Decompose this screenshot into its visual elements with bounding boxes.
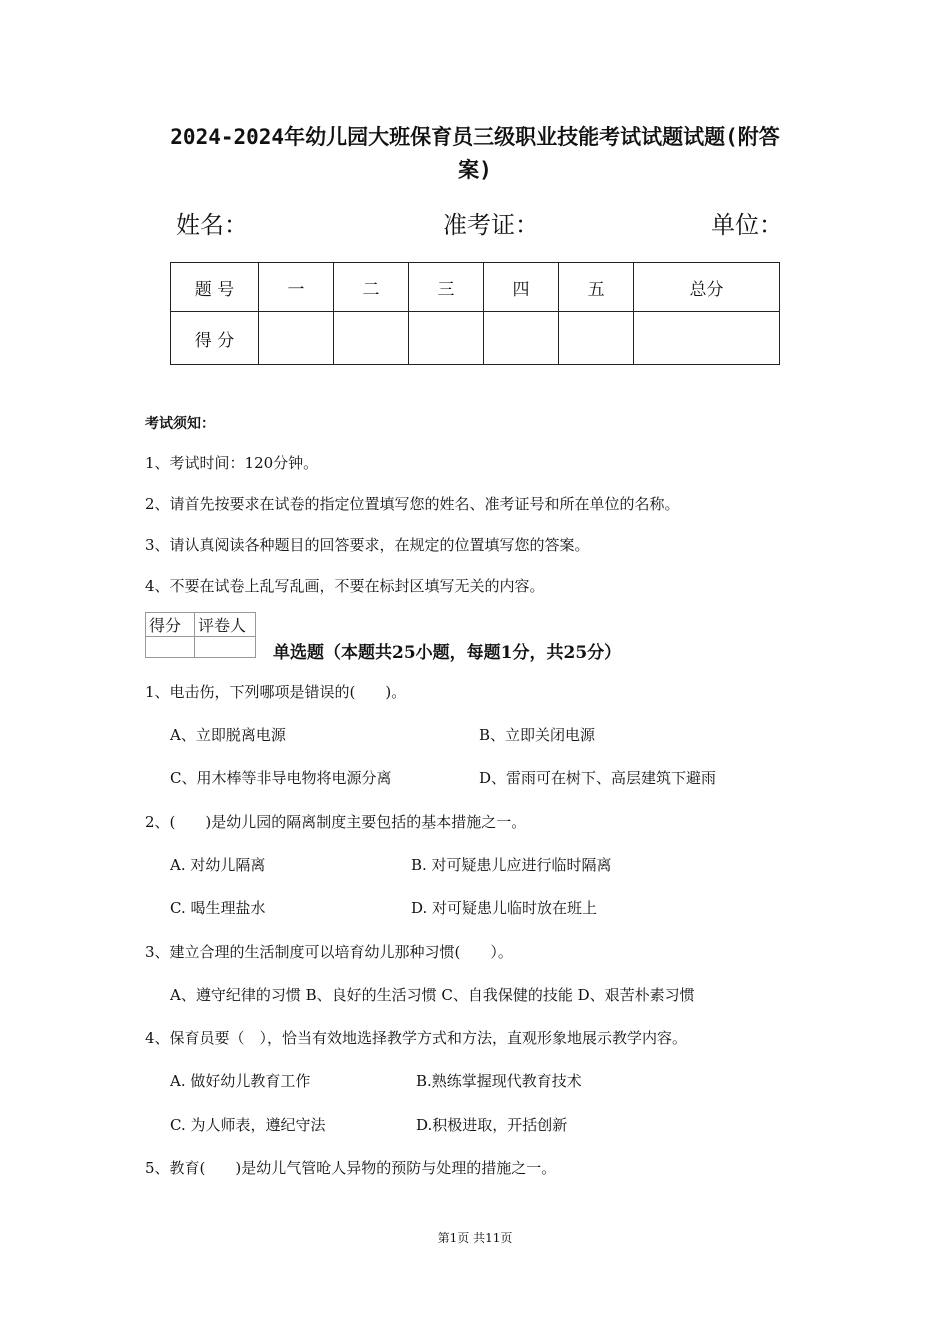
title-line-2: 案) <box>458 158 492 182</box>
question-4-stem: 4、保育员要（ ），恰当有效地选择教学方式和方法，直观形象地展示教学内容。 <box>145 1029 688 1047</box>
grader-blank-cell <box>146 637 195 658</box>
exam-id-label: 准考证： <box>443 211 539 239</box>
note-item: 4、不要在试卷上乱写乱画，不要在标封区填写无关的内容。 <box>145 577 545 595</box>
question-4-option-a: A. 做好幼儿教育工作 <box>170 1072 311 1090</box>
question-1-option-d: D、雷雨可在树下、高层建筑下避雨 <box>479 769 717 787</box>
question-2-option-d: D. 对可疑患儿临时放在班上 <box>411 899 598 917</box>
note-item: 3、请认真阅读各种题目的回答要求，在规定的位置填写您的答案。 <box>145 536 590 554</box>
question-2-option-a: A. 对幼儿隔离 <box>170 856 266 874</box>
score-blank-cell <box>634 312 780 365</box>
question-2-stem: 2、( )是幼儿园的隔离制度主要包括的基本措施之一。 <box>145 813 527 831</box>
score-cell: 总分 <box>634 263 780 312</box>
grader-reviewer-label: 评卷人 <box>195 613 256 637</box>
question-1-option-a: A、立即脱离电源 <box>170 726 286 744</box>
score-blank-cell <box>484 312 559 365</box>
question-4-option-b: B.熟练掌握现代教育技术 <box>416 1072 582 1090</box>
score-blank-cell <box>334 312 409 365</box>
section-title: 单选题（本题共25小题，每题1分，共25分） <box>273 643 622 663</box>
score-row-label: 得 分 <box>171 312 259 365</box>
score-cell: 四 <box>484 263 559 312</box>
grader-score-label: 得分 <box>146 613 195 637</box>
score-cell: 三 <box>409 263 484 312</box>
question-3-options: A、遵守纪律的习惯 B、良好的生活习惯 C、自我保健的技能 D、艰苦朴素习惯 <box>170 986 695 1004</box>
question-2-option-b: B. 对可疑患儿应进行临时隔离 <box>411 856 612 874</box>
question-1-option-b: B、立即关闭电源 <box>479 726 596 744</box>
question-1-stem: 1、电击伤，下列哪项是错误的( )。 <box>145 683 407 701</box>
note-item: 2、请首先按要求在试卷的指定位置填写您的姓名、准考证号和所在单位的名称。 <box>145 495 680 513</box>
score-cell: 五 <box>559 263 634 312</box>
notes-heading: 考试须知： <box>145 416 215 432</box>
page-footer: 第1页 共11页 <box>437 1231 513 1245</box>
score-cell: 一 <box>259 263 334 312</box>
score-blank-cell <box>259 312 334 365</box>
question-4-option-c: C. 为人师表，遵纪守法 <box>170 1116 326 1134</box>
question-3-stem: 3、建立合理的生活制度可以培育幼儿那种习惯( ）。 <box>145 943 513 961</box>
question-1-option-c: C、用木棒等非导电物将电源分离 <box>170 769 392 787</box>
grader-table <box>145 612 256 658</box>
unit-label: 单位： <box>711 211 783 239</box>
score-table-header-row <box>171 263 780 312</box>
score-cell: 二 <box>334 263 409 312</box>
score-blank-cell <box>409 312 484 365</box>
note-item: 1、考试时间：120分钟。 <box>145 454 319 472</box>
score-cell: 题 号 <box>171 263 259 312</box>
score-table <box>170 262 780 365</box>
question-5-stem: 5、教育( )是幼儿气管呛人异物的预防与处理的措施之一。 <box>145 1159 557 1177</box>
score-blank-cell <box>559 312 634 365</box>
title-line-1: 2024-2024年幼儿园大班保育员三级职业技能考试试题试题(附答 <box>170 125 780 149</box>
score-table-score-row <box>171 312 780 365</box>
grader-blank-cell <box>195 637 256 658</box>
question-4-option-d: D.积极进取，开括创新 <box>416 1116 568 1134</box>
name-label: 姓名： <box>176 211 248 239</box>
question-2-option-c: C. 喝生理盐水 <box>170 899 266 917</box>
